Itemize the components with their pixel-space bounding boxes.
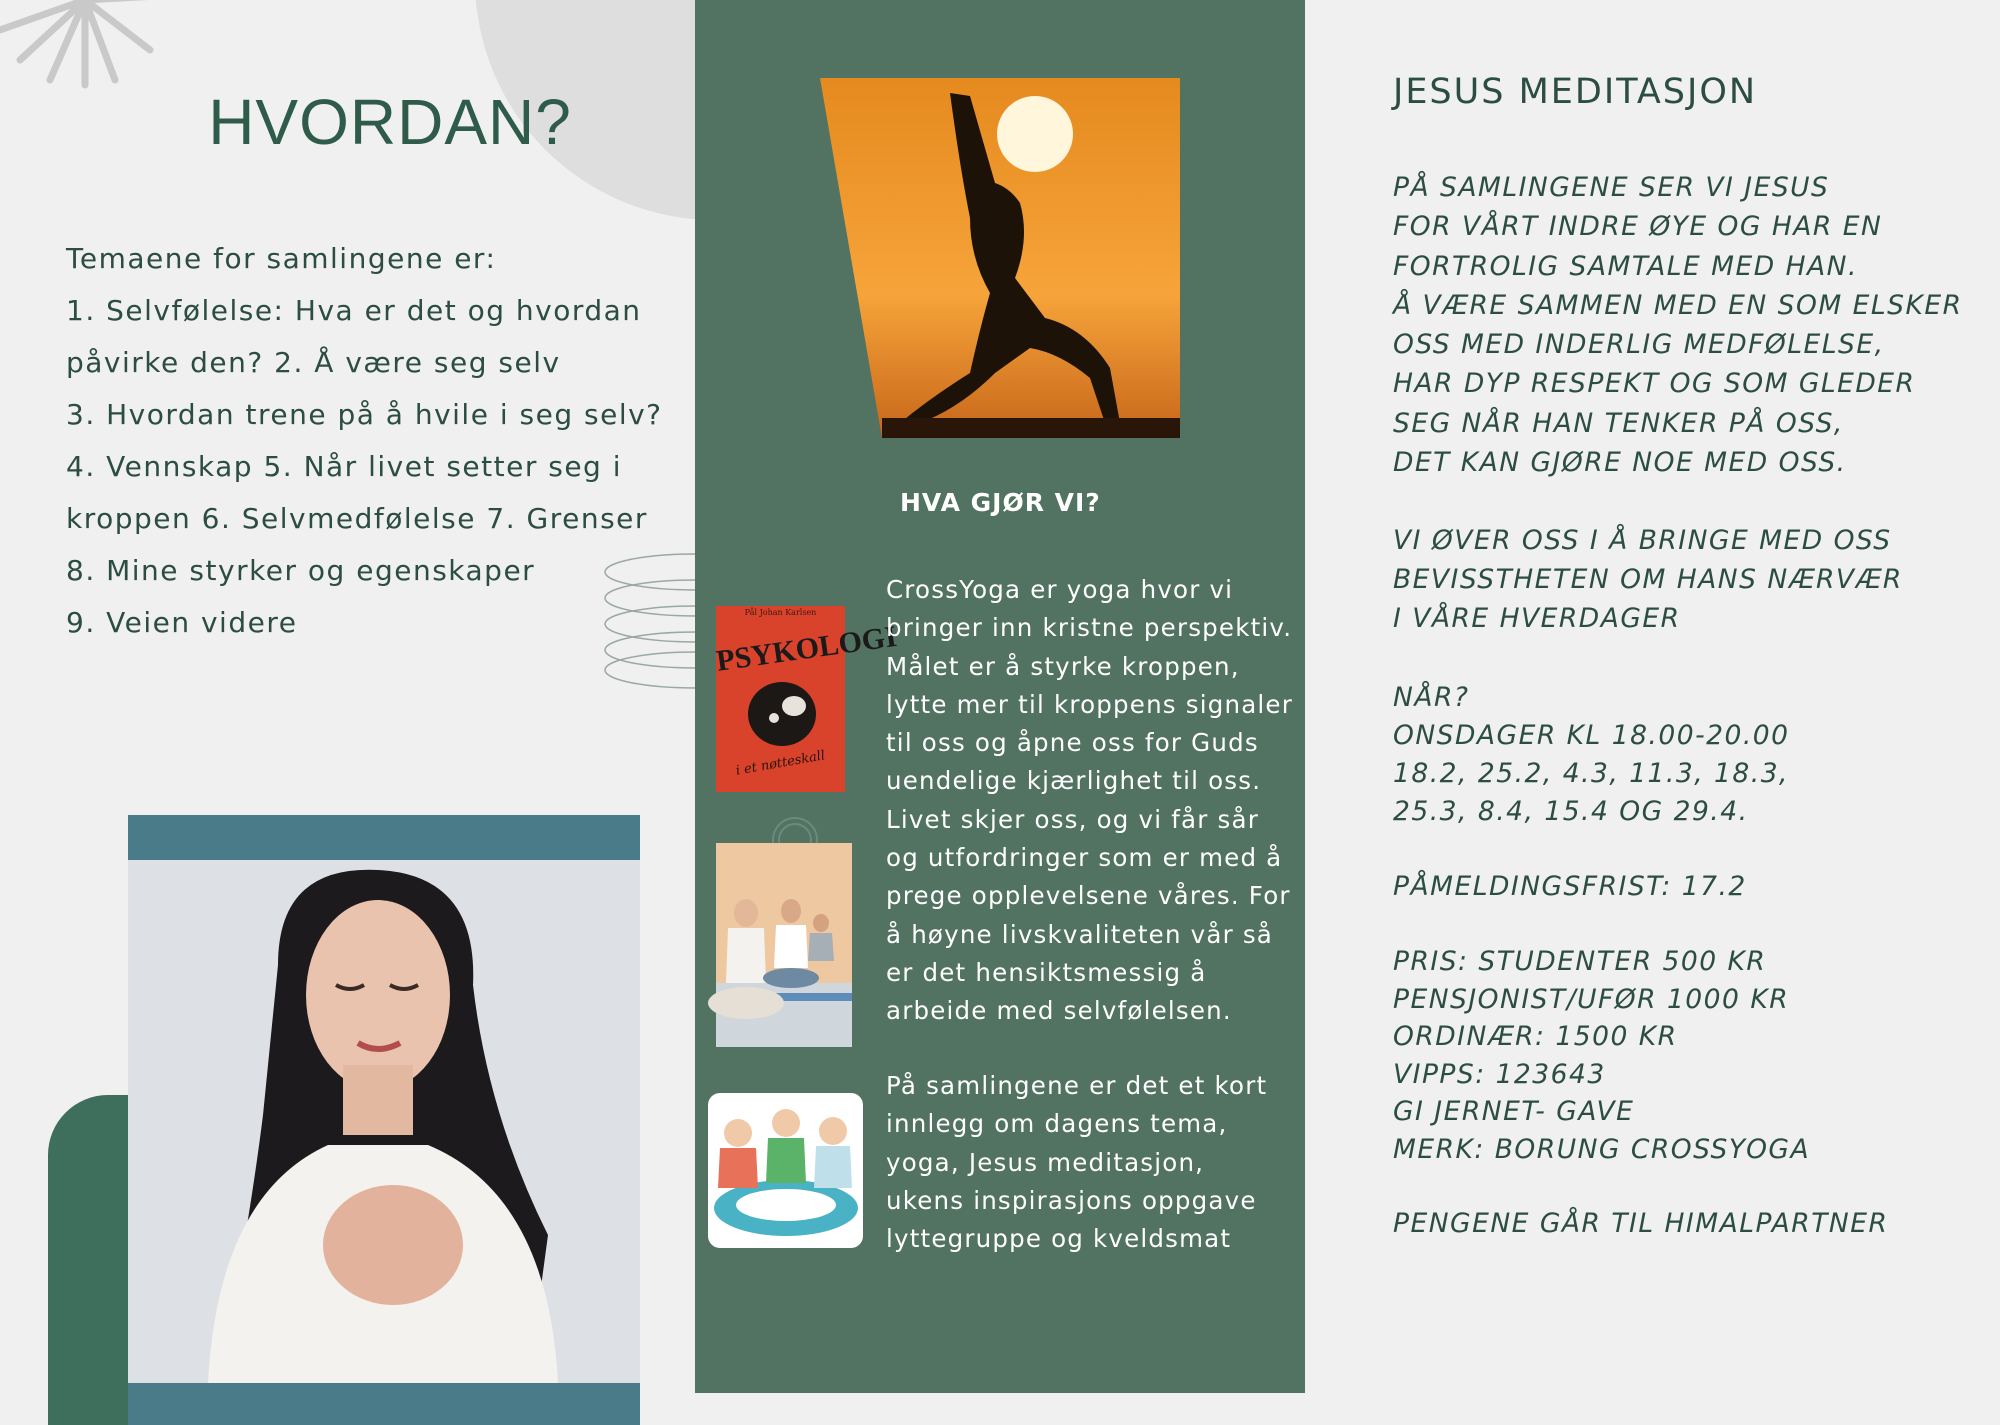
hvordan-heading: HVORDAN?: [208, 86, 572, 158]
pricing-line: MERK: BORUNG CROSSYOGA: [1393, 1133, 1811, 1165]
session-line: ukens inspirasjons oppgave: [886, 1185, 1257, 1215]
registration-deadline: PÅMELDINGSFRIST: 17.2: [1393, 871, 1747, 902]
session-content-description: [886, 1067, 1296, 1258]
session-line: På samlingene er det et kort: [886, 1071, 1268, 1100]
description-line: og utfordringer som er med å: [886, 843, 1283, 873]
donation-note: PENGENE GÅR TIL HIMALPARTNER: [1393, 1208, 1889, 1239]
session-line: lyttegruppe og kveldsmat: [886, 1224, 1232, 1254]
book-author: Pål Johan Karlsen: [744, 608, 817, 617]
description-line: CrossYoga er yoga hvor vi: [886, 575, 1234, 604]
pricing-info: [1393, 943, 1993, 1168]
schedule-line: 18.2, 25.2, 4.3, 11.3, 18.3,: [1393, 758, 1789, 789]
pricing-line: PENSJONIST/UFØR 1000 KR: [1393, 983, 1790, 1015]
meditation-line: FORTROLIG SAMTALE MED HAN.: [1393, 250, 1858, 282]
walnut-icon: [744, 676, 820, 752]
description-line: lytte mer til kroppens signaler: [886, 689, 1293, 719]
themes-line: 1. Selvfølelse: Hva er det og hvordan: [66, 294, 642, 327]
themes-list: [66, 233, 666, 649]
description-line: Livet skjer oss, og vi får sår: [886, 804, 1259, 834]
meditation-group-image: [716, 843, 852, 1047]
description-line: uendelige kjærlighet til oss.: [886, 766, 1262, 796]
description-line: til oss og åpne oss for Guds: [886, 728, 1259, 758]
session-line: innlegg om dagens tema,: [886, 1109, 1228, 1139]
group-discussion-illustration: [708, 1093, 863, 1248]
photo-band-bottom: [128, 1383, 640, 1425]
schedule-info: [1393, 679, 1993, 831]
themes-line: kroppen 6. Selvmedfølelse 7. Grenser: [66, 502, 648, 535]
pricing-line: GI JERNET- GAVE: [1393, 1096, 1635, 1127]
description-line: bringer inn kristne perspektiv.: [886, 613, 1293, 643]
themes-line: påvirke den? 2. Å være seg selv: [66, 346, 561, 379]
description-line: Målet er å styrke kroppen,: [886, 651, 1240, 681]
themes-line: 9. Veien videre: [66, 606, 298, 639]
book-title: PSYKOLOGI: [714, 619, 899, 678]
meditation-line: FOR VÅRT INDRE ØYE OG HAR EN: [1393, 211, 1883, 243]
meditation-line: HAR DYP RESPEKT OG SOM GLEDER: [1393, 368, 1916, 400]
session-line: yoga, Jesus meditasjon,: [886, 1147, 1205, 1177]
meditation-description: [1393, 168, 1993, 482]
themes-line: 8. Mine styrker og egenskaper: [66, 554, 536, 587]
schedule-line: 25.3, 8.4, 15.4 OG 29.4.: [1393, 796, 1749, 827]
pricing-line: PRIS: STUDENTER 500 KR: [1393, 946, 1767, 977]
jesus-meditasjon-heading: JESUS MEDITASJON: [1393, 72, 1758, 112]
circle-outline-decoration: [770, 815, 820, 845]
description-line: er det hensiktsmessig å: [886, 957, 1207, 987]
description-line: arbeide med selvfølelsen.: [886, 996, 1232, 1026]
woman-photo: [128, 815, 640, 1425]
woman-illustration: [128, 815, 640, 1425]
meditation-line: Å VÆRE SAMMEN MED EN SOM ELSKER: [1393, 289, 1963, 321]
practice-line: BEVISSTHETEN OM HANS NÆRVÆR: [1393, 564, 1903, 595]
meditation-line: DET KAN GJØRE NOE MED OSS.: [1393, 447, 1847, 479]
hva-gjor-vi-heading: HVA GJØR VI?: [900, 488, 1101, 517]
meditation-line: PÅ SAMLINGENE SER VI JESUS: [1393, 172, 1830, 203]
description-line: å høyne livskvaliteten vår så: [886, 919, 1274, 949]
meditation-line: SEG NÅR HAN TENKER PÅ OSS,: [1393, 407, 1844, 439]
meditation-line: OSS MED INDERLIG MEDFØLELSE,: [1393, 329, 1885, 361]
psykologi-book-image: [714, 606, 899, 792]
practice-description: [1393, 521, 1993, 638]
description-line: prege opplevelsene våres. For: [886, 881, 1291, 911]
schedule-line: NÅR?: [1393, 682, 1470, 713]
crossyoga-description: [886, 571, 1296, 1031]
themes-line: 4. Vennskap 5. Når livet setter seg i: [66, 450, 622, 483]
practice-line: I VÅRE HVERDAGER: [1393, 603, 1681, 634]
themes-line: 3. Hvordan trene på å hvile i seg selv?: [66, 398, 663, 431]
practice-line: VI ØVER OSS I Å BRINGE MED OSS: [1393, 525, 1892, 556]
schedule-line: ONSDAGER KL 18.00-20.00: [1393, 720, 1790, 751]
book-subtitle: i et nøtteskall: [734, 748, 827, 779]
yoga-sunset-image: [820, 78, 1180, 438]
pricing-line: VIPPS: 123643: [1393, 1058, 1606, 1090]
themes-line: Temaene for samlingene er:: [66, 242, 497, 275]
pricing-line: ORDINÆR: 1500 KR: [1393, 1021, 1678, 1052]
